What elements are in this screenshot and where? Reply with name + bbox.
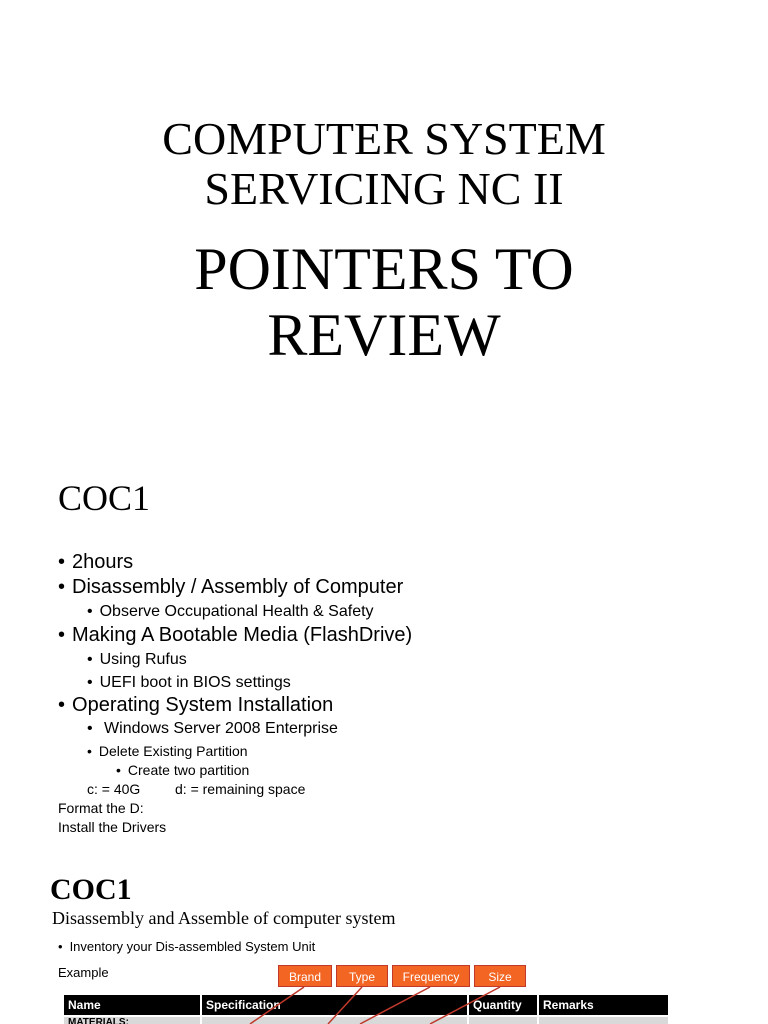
slide-subtitle: Disassembly and Assemble of computer system [52,908,396,928]
list-item: • Windows Server 2008 Enterprise [87,719,338,739]
list-item: • Using Rufus [87,650,187,670]
connector-line-type [328,987,362,1024]
slide-heading: COC1 [50,873,132,906]
connector-line-frequency [360,987,430,1024]
course-title-line-2: SERVICING NC II [204,163,564,214]
tag-type: Type [336,965,388,987]
table-header-name: Name [64,995,200,1015]
review-title-line-2: REVIEW [267,302,501,368]
list-item: • Create two partition [116,761,249,779]
list-item: • UEFI boot in BIOS settings [87,673,291,693]
tag-frequency: Frequency [392,965,470,987]
table-row-label: MATERIALS: [64,1017,200,1024]
connector-line-size [430,987,500,1024]
list-item: • 2hours [58,550,133,574]
slide-heading: COC1 [58,478,151,518]
table-header-quantity: Quantity [469,995,537,1015]
tag-brand: Brand [278,965,332,987]
list-item: • Making A Bootable Media (FlashDrive) [58,623,412,647]
example-label: Example [58,965,109,980]
drivers-instruction: Install the Drivers [58,819,167,835]
tag-size: Size [474,965,526,987]
partition-d: d: = remaining space [175,781,306,797]
table-header-specification: Specification [202,995,467,1015]
list-item: • Observe Occupational Health & Safety [87,602,374,622]
list-item: • Operating System Installation [58,693,333,717]
course-title-line-1: COMPUTER SYSTEM [162,113,606,164]
partition-c: c: = 40G [87,781,141,797]
connector-line-brand [250,987,304,1024]
review-title-line-1: POINTERS TO [194,236,574,302]
list-item: • Delete Existing Partition [87,742,248,760]
table-header-remarks: Remarks [539,995,668,1015]
inventory-bullet: • Inventory your Dis-assembled System Unit [58,938,315,956]
format-instruction: Format the D: [58,800,144,816]
list-item: • Disassembly / Assembly of Computer [58,575,403,599]
